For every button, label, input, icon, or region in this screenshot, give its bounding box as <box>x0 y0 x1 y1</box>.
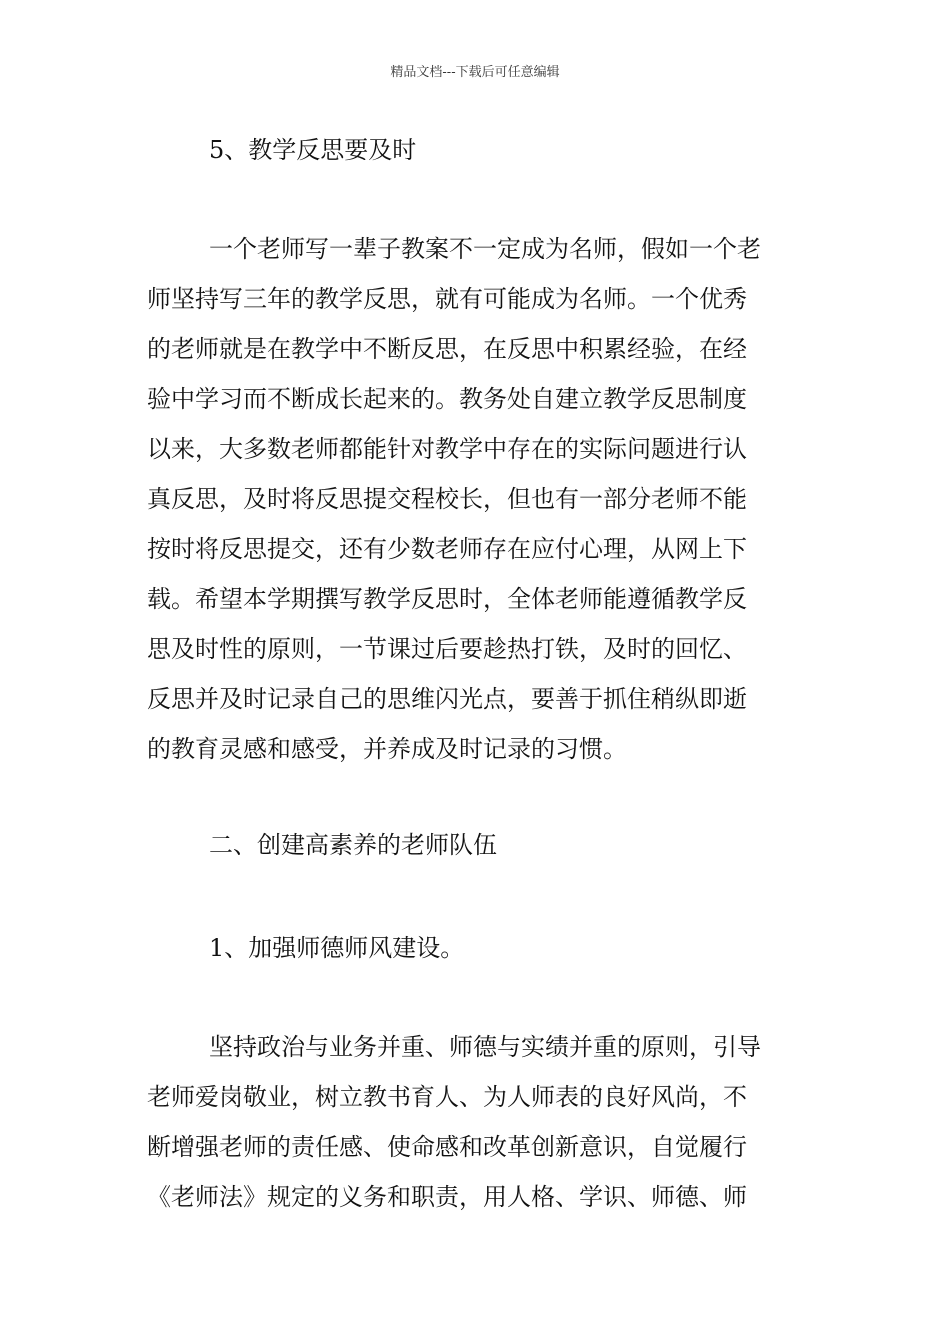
paragraph-reflection <box>147 224 807 774</box>
paragraph-line: 以来，大多数老师都能针对教学中存在的实际问题进行认 <box>147 435 747 463</box>
paragraph-line: 载。希望本学期撰写教学反思时，全体老师能遵循教学反 <box>147 585 747 613</box>
paragraph-line: 按时将反思提交，还有少数老师存在应付心理，从网上下 <box>147 535 747 563</box>
paragraph-line: 的老师就是在教学中不断反思，在反思中积累经验，在经 <box>147 335 747 363</box>
paragraph-line: 验中学习而不断成长起来的。教务处自建立教学反思制度 <box>147 385 747 413</box>
paragraph-line: 老师爱岗敬业，树立教书育人、为人师表的良好风尚，不 <box>147 1083 747 1111</box>
section-heading-2: 二、创建高素养的老师队伍 <box>209 831 497 859</box>
page-header: 精品文档---下载后可任意编辑 <box>390 65 560 80</box>
paragraph-line: 反思并及时记录自己的思维闪光点，要善于抓住稍纵即逝 <box>147 685 747 713</box>
section-heading-2-1: 1、加强师德师风建设。 <box>209 934 465 962</box>
paragraph-line: 真反思，及时将反思提交程校长，但也有一部分老师不能 <box>147 485 747 513</box>
section-heading-5: 5、教学反思要及时 <box>209 136 417 164</box>
paragraph-line: 思及时性的原则，一节课过后要趁热打铁，及时的回忆、 <box>147 635 747 663</box>
paragraph-line: 断增强老师的责任感、使命感和改革创新意识，自觉履行 <box>147 1133 747 1161</box>
paragraph-ethics <box>147 1022 807 1222</box>
paragraph-line: 的教育灵感和感受，并养成及时记录的习惯。 <box>147 735 627 763</box>
paragraph-line: 一个老师写一辈子教案不一定成为名师，假如一个老 <box>209 235 761 263</box>
paragraph-line: 师坚持写三年的教学反思，就有可能成为名师。一个优秀 <box>147 285 747 313</box>
paragraph-line: 坚持政治与业务并重、师德与实绩并重的原则，引导 <box>209 1033 761 1061</box>
paragraph-line: 《老师法》规定的义务和职责，用人格、学识、师德、师 <box>147 1183 747 1211</box>
